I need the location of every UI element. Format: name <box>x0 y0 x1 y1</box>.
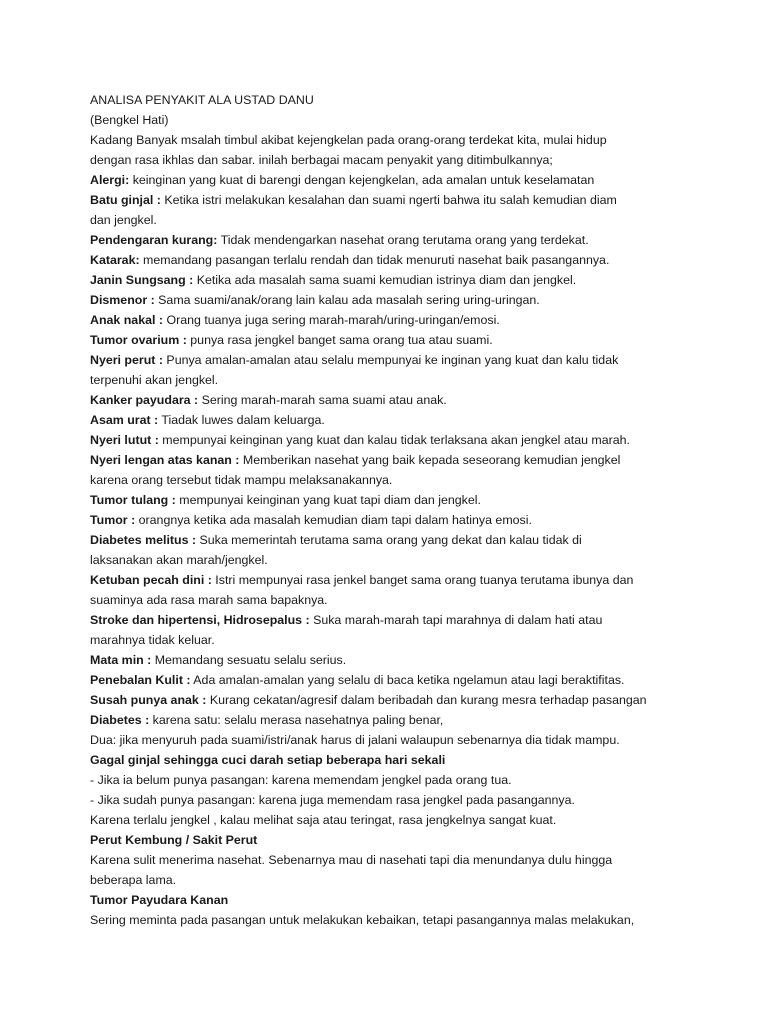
paragraph-line: Karena sulit menerima nasehat. Sebenarnya mau di nasehati tapi dia menundanya dulu hingga <box>90 853 613 867</box>
entry-description: Sering marah-marah sama suami atau anak. <box>198 393 447 407</box>
entry-description: terpenuhi akan jengkel. <box>90 373 219 387</box>
entry-line <box>90 390 750 410</box>
entry-term: Katarak: <box>90 253 140 267</box>
entry-description: Ketika istri melakukan kesalahan dan suami ngerti bahwa itu salah kemudian diam <box>160 193 617 207</box>
entry-term: Tumor ovarium : <box>90 333 187 347</box>
entry-term: Kanker payudara : <box>90 393 199 407</box>
entry-term: Batu ginjal : <box>90 193 161 207</box>
entry-description: Punya amalan-amalan atau selalu mempunyai ke inginan yang kuat dan kalu tidak <box>162 353 619 367</box>
paragraph-line: Sering meminta pada pasangan untuk melakukan kebaikan, tetapi pasangannya malas melakukan, <box>90 913 635 927</box>
entry-line <box>90 330 750 350</box>
entry-term: Nyeri lutut : <box>90 433 159 447</box>
entry-description: Memberikan nasehat yang baik kepada seseorang kemudian jengkel <box>239 453 621 467</box>
entry-description: suaminya ada rasa marah sama bapaknya. <box>90 593 328 607</box>
entry-description: punya rasa jengkel banget sama orang tua atau suami. <box>186 333 493 347</box>
entry-line <box>90 510 750 530</box>
entry-description: karena orang tersebut tidak mampu melaksanakannya. <box>90 473 393 487</box>
paragraph-line: Dua: jika menyuruh pada suami/istri/anak harus di jalani walaupun sebenarnya dia tidak mampu. <box>90 733 620 747</box>
intro-line: dengan rasa ikhlas dan sabar. inilah berbagai macam penyakit yang ditimbulkannya; <box>90 153 553 167</box>
document-title: ANALISA PENYAKIT ALA USTAD DANU <box>90 93 314 107</box>
entry-line <box>90 630 750 650</box>
entry-line <box>90 490 750 510</box>
entry-line <box>90 670 750 690</box>
entry-line <box>90 610 750 630</box>
entry-description: orangnya ketika ada masalah kemudian diam tapi dalam hatinya emosi. <box>135 513 532 527</box>
entry-line <box>90 430 750 450</box>
entry-term: Ketuban pecah dini : <box>90 573 212 587</box>
entry-description: marahnya tidak keluar. <box>90 633 215 647</box>
document-subtitle: (Bengkel Hati) <box>90 113 169 127</box>
entry-description: Tiadak luwes dalam keluarga. <box>158 413 325 427</box>
entry-description: Sama suami/anak/orang lain kalau ada masalah sering uring-uringan. <box>154 293 540 307</box>
entry-term: Tumor tulang : <box>90 493 176 507</box>
entry-line <box>90 350 750 370</box>
entry-term: Nyeri perut : <box>90 353 163 367</box>
entry-description: memandang pasangan terlalu rendah dan tidak menuruti nasehat baik pasangannya. <box>139 253 610 267</box>
entry-description: karena satu: selalu merasa nasehatnya paling benar, <box>149 713 444 727</box>
entry-line <box>90 690 750 710</box>
entry-line <box>90 290 750 310</box>
entry-term: Penebalan Kulit : <box>90 673 191 687</box>
entry-line <box>90 570 750 590</box>
paragraph-line: Karena terlalu jengkel , kalau melihat saja atau teringat, rasa jengkelnya sangat kuat. <box>90 813 557 827</box>
entry-term: Pendengaran kurang: <box>90 233 218 247</box>
entry-term: Mata min : <box>90 653 152 667</box>
section-heading: Tumor Payudara Kanan <box>90 893 229 907</box>
entry-line <box>90 310 750 330</box>
entry-line <box>90 410 750 430</box>
entry-term: Alergi: <box>90 173 130 187</box>
entry-description: Suka marah-marah tapi marahnya di dalam hati atau <box>309 613 603 627</box>
entry-description: mempunyai keinginan yang kuat dan kalau tidak terlaksana akan jengkel atau marah. <box>158 433 630 447</box>
entry-term: Diabetes melitus : <box>90 533 197 547</box>
entry-line <box>90 710 750 730</box>
entry-list <box>90 170 750 730</box>
entry-description: dan jengkel. <box>90 213 157 227</box>
paragraph-line: - Jika sudah punya pasangan: karena juga memendam rasa jengkel pada pasangannya. <box>90 793 575 807</box>
entry-line <box>90 530 750 550</box>
section-heading: Gagal ginjal sehingga cuci darah setiap beberapa hari sekali <box>90 753 446 767</box>
section-heading: Perut Kembung / Sakit Perut <box>90 833 258 847</box>
paragraph-line: beberapa lama. <box>90 873 177 887</box>
entry-description: Orang tuanya juga sering marah-marah/uring-uringan/emosi. <box>163 313 500 327</box>
entry-term: Diabetes : <box>90 713 150 727</box>
entry-term: Susah punya anak : <box>90 693 207 707</box>
entry-line <box>90 270 750 290</box>
entry-term: Tumor : <box>90 513 136 527</box>
entry-line <box>90 590 750 610</box>
entry-line <box>90 550 750 570</box>
tail-section <box>90 730 750 930</box>
entry-term: Nyeri lengan atas kanan : <box>90 453 240 467</box>
entry-description: keinginan yang kuat di barengi dengan kejengkelan, ada amalan untuk keselamatan <box>129 173 595 187</box>
entry-description: Kurang cekatan/agresif dalam beribadah dan kurang mesra terhadap pasangan <box>206 693 647 707</box>
entry-line <box>90 190 750 210</box>
entry-term: Asam urat : <box>90 413 159 427</box>
entry-description: mempunyai keinginan yang kuat tapi diam dan jengkel. <box>175 493 481 507</box>
entry-term: Janin Sungsang : <box>90 273 194 287</box>
entry-line <box>90 210 750 230</box>
entry-term: Dismenor : <box>90 293 155 307</box>
entry-term: Stroke dan hipertensi, Hidrosepalus : <box>90 613 310 627</box>
entry-term: Anak nakal : <box>90 313 163 327</box>
document-body <box>90 90 750 930</box>
entry-line <box>90 170 750 190</box>
intro-line: Kadang Banyak msalah timbul akibat kejengkelan pada orang-orang terdekat kita, mulai hidup <box>90 133 607 147</box>
entry-description: Memandang sesuatu selalu serius. <box>151 653 347 667</box>
paragraph-line: - Jika ia belum punya pasangan: karena memendam jengkel pada orang tua. <box>90 773 512 787</box>
entry-description: Ketika ada masalah sama suami kemudian istrinya diam dan jengkel. <box>193 273 577 287</box>
entry-line <box>90 230 750 250</box>
entry-description: Ada amalan-amalan yang selalu di baca ketika ngelamun atau lagi beraktifitas. <box>190 673 625 687</box>
entry-description: Tidak mendengarkan nasehat orang terutama orang yang terdekat. <box>217 233 589 247</box>
entry-line <box>90 370 750 390</box>
entry-line <box>90 450 750 470</box>
entry-line <box>90 250 750 270</box>
entry-description: Suka memerintah terutama sama orang yang dekat dan kalau tidak di <box>196 533 582 547</box>
entry-description: Istri mempunyai rasa jenkel banget sama orang tuanya terutama ibunya dan <box>211 573 634 587</box>
entry-line <box>90 470 750 490</box>
entry-description: laksanakan akan marah/jengkel. <box>90 553 268 567</box>
entry-line <box>90 650 750 670</box>
